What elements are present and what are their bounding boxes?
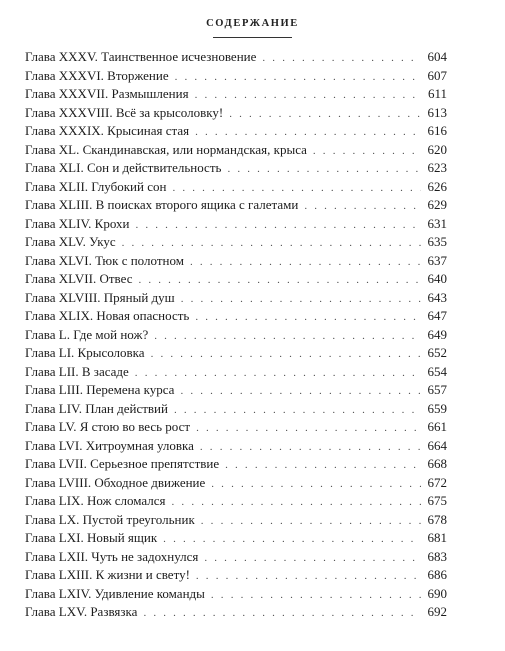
toc-entry-page-number: 652: [427, 345, 447, 360]
toc-entry: [25, 289, 447, 308]
toc-entry-page-number: 675: [427, 493, 447, 508]
toc-entry-page-number: 631: [427, 215, 447, 231]
toc-entry-title: Глава XLIX. Новая опасность: [25, 308, 190, 323]
toc-entry: [25, 363, 447, 382]
dot-leader: [135, 364, 421, 383]
toc-entry: [25, 141, 447, 160]
dot-leader: [190, 253, 421, 272]
toc-entry-title: Глава XXXVII. Размышления: [25, 86, 189, 101]
toc-entry-title: Глава XXXV. Таинственное исчезновение: [25, 49, 257, 64]
dot-leader: [262, 49, 421, 68]
toc-entry: [25, 252, 447, 271]
dot-leader: [201, 512, 421, 531]
toc-entry: [25, 307, 447, 326]
toc-entry-title: Глава LXII. Чуть не задохнулся: [25, 548, 199, 564]
toc-entry: [25, 437, 447, 456]
toc-entry: [25, 326, 447, 345]
toc-entry-title: Глава XLIII. В поисках второго ящика с галетами: [25, 197, 299, 212]
toc-entry-page-number: 626: [427, 178, 447, 194]
toc-entry-page-number: 643: [427, 289, 447, 305]
toc-entry: [25, 529, 447, 548]
dot-leader: [195, 86, 421, 105]
toc-entry: [25, 400, 447, 419]
toc-entry: [25, 270, 447, 289]
dot-leader: [195, 308, 421, 327]
toc-entry: [25, 67, 447, 86]
toc-entry-page-number: 623: [427, 160, 447, 175]
toc-entry: [25, 104, 447, 123]
toc-entry-page-number: 629: [427, 197, 447, 212]
table-of-contents: [25, 48, 447, 622]
dot-leader: [138, 271, 421, 290]
toc-entry-title: Глава XLVIII. Пряный душ: [25, 289, 175, 305]
dot-leader: [200, 438, 421, 457]
toc-entry: [25, 159, 447, 178]
dot-leader: [174, 401, 421, 420]
toc-entry-page-number: 690: [427, 585, 447, 601]
toc-entry-page-number: 607: [427, 67, 447, 83]
toc-entry-title: Глава LV. Я стою во весь рост: [25, 419, 191, 434]
toc-entry-title: Глава LXIV. Удивление команды: [25, 585, 205, 601]
dot-leader: [154, 327, 421, 346]
toc-entry-page-number: 686: [427, 567, 447, 582]
toc-entry-title: Глава LX. Пустой треугольник: [25, 511, 195, 527]
toc-entry: [25, 196, 447, 215]
dot-leader: [211, 586, 421, 605]
dot-leader: [180, 382, 421, 401]
toc-entry: [25, 48, 447, 67]
toc-entry-page-number: 678: [427, 511, 447, 527]
toc-entry-page-number: 640: [427, 271, 447, 286]
toc-entry-title: Глава LVI. Хитроумная уловка: [25, 437, 194, 453]
dot-leader: [135, 216, 421, 235]
toc-entry-title: Глава LXI. Новый ящик: [25, 530, 158, 545]
dot-leader: [163, 530, 421, 549]
toc-entry: [25, 85, 447, 104]
toc-entry: [25, 548, 447, 567]
dot-leader: [175, 68, 421, 87]
toc-entry-title: Глава XLV. Укус: [25, 234, 116, 249]
toc-entry: [25, 418, 447, 437]
dot-leader: [143, 604, 421, 623]
toc-entry-title: Глава LI. Крысоловка: [25, 345, 145, 360]
toc-entry: [25, 455, 447, 474]
toc-entry-title: Глава XLVII. Отвес: [25, 271, 133, 286]
toc-entry: [25, 178, 447, 197]
toc-entry-title: Глава LIX. Нож сломался: [25, 493, 166, 508]
toc-entry-page-number: 657: [427, 382, 447, 397]
toc-entry: [25, 492, 447, 511]
toc-entry-title: Глава LIII. Перемена курса: [25, 382, 175, 397]
toc-entry-title: Глава XLIV. Крохи: [25, 215, 130, 231]
dot-leader: [122, 234, 421, 253]
dot-leader: [313, 142, 421, 161]
toc-entry-title: Глава XLII. Глубокий сон: [25, 178, 167, 194]
toc-entry-page-number: 654: [427, 363, 447, 379]
dot-leader: [304, 197, 421, 216]
dot-leader: [196, 419, 421, 438]
dot-leader: [196, 567, 421, 586]
toc-entry-page-number: 692: [427, 604, 447, 619]
toc-entry-title: Глава LVIII. Обходное движение: [25, 474, 206, 490]
dot-leader: [172, 493, 421, 512]
toc-entry-page-number: 659: [427, 400, 447, 416]
toc-entry-title: Глава XLVI. Тюк с полотном: [25, 252, 184, 268]
dot-leader: [181, 290, 421, 309]
dot-leader: [172, 179, 421, 198]
toc-entry: [25, 585, 447, 604]
heading-divider: [213, 37, 292, 38]
toc-entry-page-number: 649: [427, 326, 447, 342]
dot-leader: [227, 160, 421, 179]
dot-leader: [151, 345, 421, 364]
toc-entry: [25, 474, 447, 493]
toc-entry: [25, 233, 447, 252]
toc-entry: [25, 603, 447, 622]
toc-entry-page-number: 604: [427, 49, 447, 64]
toc-entry-title: Глава L. Где мой нож?: [25, 326, 149, 342]
toc-entry-page-number: 613: [427, 104, 447, 120]
toc-entry-title: Глава XXXIX. Крысиная стая: [25, 123, 190, 138]
toc-entry-page-number: 664: [427, 437, 447, 453]
toc-entry-title: Глава LXIII. К жизни и свету!: [25, 567, 190, 582]
toc-entry-page-number: 620: [427, 141, 447, 157]
toc-entry-title: Глава XLI. Сон и действительность: [25, 160, 222, 175]
toc-entry-page-number: 611: [427, 86, 447, 101]
page-heading: СОДЕРЖАНИЕ: [206, 18, 299, 29]
toc-entry-title: Глава XXXVI. Вторжение: [25, 67, 169, 83]
dot-leader: [229, 105, 421, 124]
toc-entry-page-number: 637: [427, 252, 447, 268]
toc-entry-title: Глава XL. Скандинавская, или нормандская, крыса: [25, 141, 307, 157]
toc-entry-page-number: 635: [427, 234, 447, 249]
dot-leader: [225, 456, 421, 475]
toc-entry-page-number: 672: [427, 474, 447, 490]
toc-entry-page-number: 661: [427, 419, 447, 434]
toc-entry: [25, 215, 447, 234]
toc-entry-page-number: 616: [427, 123, 447, 138]
toc-entry-title: Глава LIV. План действий: [25, 400, 168, 416]
toc-entry-page-number: 681: [427, 530, 447, 545]
toc-entry-title: Глава LII. В засаде: [25, 363, 129, 379]
toc-entry: [25, 566, 447, 585]
toc-entry-title: Глава XXXVIII. Всё за крысоловку!: [25, 104, 224, 120]
toc-entry-page-number: 668: [427, 456, 447, 471]
toc-entry-page-number: 683: [427, 548, 447, 564]
toc-entry-page-number: 647: [427, 308, 447, 323]
dot-leader: [211, 475, 421, 494]
toc-entry: [25, 122, 447, 141]
toc-entry: [25, 381, 447, 400]
toc-entry-title: Глава LXV. Развязка: [25, 604, 138, 619]
toc-entry: [25, 511, 447, 530]
toc-entry: [25, 344, 447, 363]
dot-leader: [204, 549, 421, 568]
toc-entry-title: Глава LVII. Серьезное препятствие: [25, 456, 220, 471]
dot-leader: [195, 123, 421, 142]
